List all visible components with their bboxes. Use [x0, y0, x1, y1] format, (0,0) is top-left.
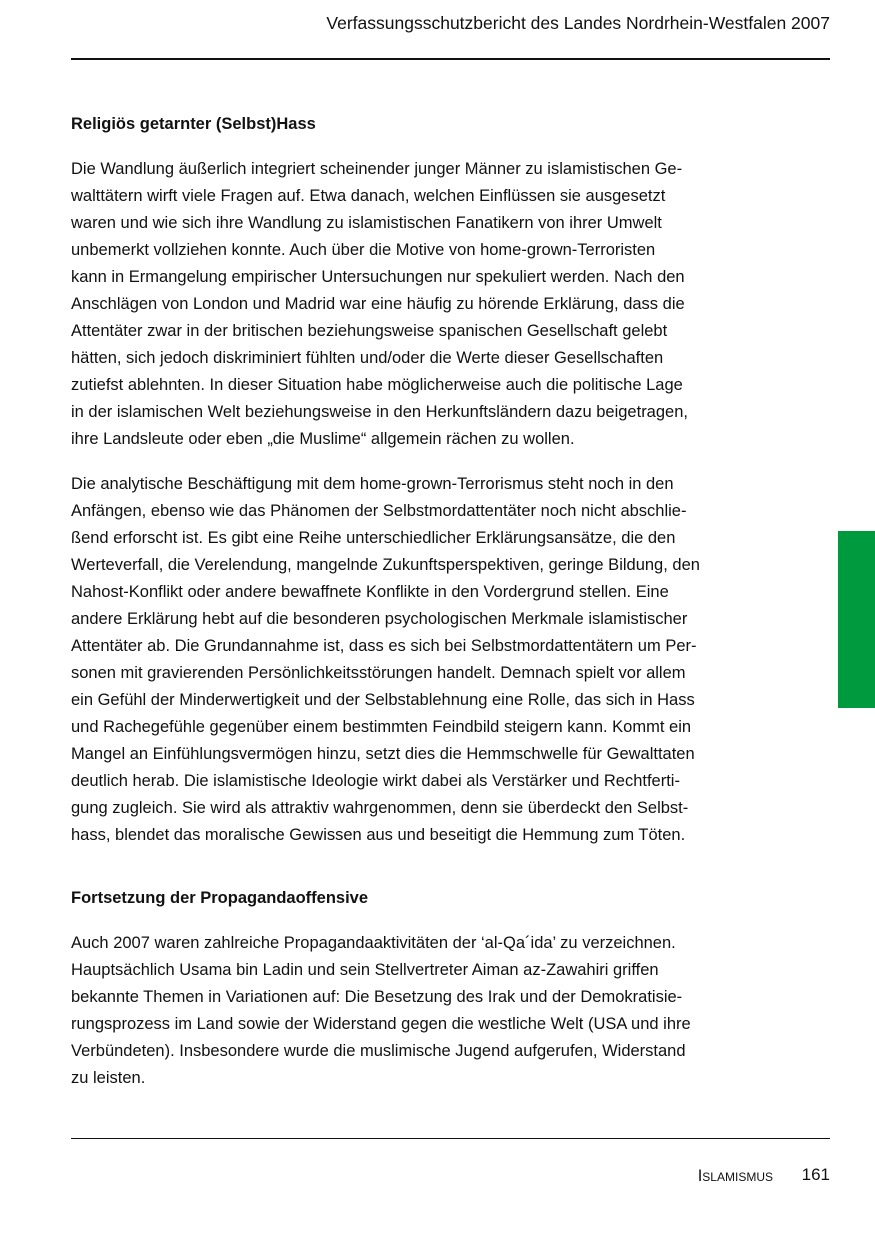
text-line: Hauptsächlich Usama bin Ladin und sein Stellvertreter Aiman az-Zawahiri griffen [71, 961, 659, 979]
text-line: sonen mit gravierenden Persönlichkeitsstörungen handelt. Demnach spielt vor allem [71, 664, 686, 682]
paragraph-1 [71, 156, 811, 453]
text-line: Attentäter zwar in der britischen beziehungsweise spanischen Gesellschaft gelebt [71, 322, 668, 340]
footer-section-label: Islamismus [697, 1167, 773, 1185]
paragraph-3 [71, 930, 811, 1092]
text-line: deutlich herab. Die islamistische Ideologie wirkt dabei als Verstärker und Rechtferti- [71, 772, 680, 790]
text-line: und Rachegefühle gegenüber einem bestimmten Feindbild steigern kann. Kommt ein [71, 718, 692, 736]
text-line: hass, blendet das moralische Gewissen aus und beseitigt die Hemmung zum Töten. [71, 826, 686, 844]
text-line: ßend erforscht ist. Es gibt eine Reihe unterschiedlicher Erklärungsansätze, die den [71, 529, 676, 547]
text-line: Die Wandlung äußerlich integriert scheinender junger Männer zu islamistischen Ge- [71, 160, 683, 178]
page-number: 161 [801, 1165, 830, 1184]
text-line: kann in Ermangelung empirischer Untersuchungen nur spekuliert werden. Nach den [71, 268, 685, 286]
text-line: Mangel an Einfühlungsvermögen hinzu, setzt dies die Hemmschwelle für Gewalttaten [71, 745, 695, 763]
running-header-title: Verfassungsschutzbericht des Landes Nordrhein-Westfalen 2007 [326, 13, 830, 33]
footer-divider [71, 1138, 830, 1139]
text-line: Die analytische Beschäftigung mit dem home-grown-Terrorismus steht noch in den [71, 475, 674, 493]
text-line: zu leisten. [71, 1069, 146, 1087]
text-line: Verbündeten). Insbesondere wurde die muslimische Jugend aufgerufen, Widerstand [71, 1042, 686, 1060]
text-line: ihre Landsleute oder eben „die Muslime“ allgemein rächen zu wollen. [71, 430, 575, 448]
text-line: walttätern wirft viele Fragen auf. Etwa danach, welchen Einflüssen sie ausgesetzt [71, 187, 666, 205]
text-line: in der islamischen Welt beziehungsweise in den Herkunftsländern dazu beigetragen, [71, 403, 688, 421]
text-line: Auch 2007 waren zahlreiche Propagandaaktivitäten der ‘al-Qa´ida’ zu verzeichnen. [71, 934, 676, 952]
text-line: Anschlägen von London und Madrid war eine häufig zu hörende Erklärung, dass die [71, 295, 685, 313]
text-line: rungsprozess im Land sowie der Widerstand gegen die westliche Welt (USA und ihre [71, 1015, 691, 1033]
text-line: hätten, sich jedoch diskriminiert fühlten und/oder die Werte dieser Gesellschaften [71, 349, 664, 367]
section-heading-propaganda-offensive: Fortsetzung der Propagandaoffensive [71, 889, 369, 907]
text-line: gung zugleich. Sie wird als attraktiv wahrgenommen, denn sie überdeckt den Selbst- [71, 799, 689, 817]
text-line: unbemerkt vollziehen konnte. Auch über die Motive von home-grown-Terroristen [71, 241, 656, 259]
text-line: bekannte Themen in Variationen auf: Die Besetzung des Irak und der Demokratisie- [71, 988, 683, 1006]
text-line: Attentäter ab. Die Grundannahme ist, dass es sich bei Selbstmordattentätern um Per- [71, 637, 697, 655]
text-line: Werteverfall, die Verelendung, mangelnde Zukunftsperspektiven, geringe Bildung, den [71, 556, 700, 574]
text-line: Anfängen, ebenso wie das Phänomen der Selbstmordattentäter noch nicht abschlie- [71, 502, 687, 520]
text-line: andere Erklärung hebt auf die besonderen psychologischen Merkmale islamistischer [71, 610, 688, 628]
text-line: Nahost-Konflikt oder andere bewaffnete Konflikte in den Vordergrund stellen. Eine [71, 583, 669, 601]
chapter-color-tab [838, 531, 875, 708]
section-heading-religious-hatred: Religiös getarnter (Selbst)Hass [71, 115, 316, 133]
text-line: ein Gefühl der Minderwertigkeit und der Selbstablehnung eine Rolle, das sich in Hass [71, 691, 695, 709]
text-line: waren und wie sich ihre Wandlung zu islamistischen Fanatikern von ihrer Umwelt [71, 214, 662, 232]
paragraph-2 [71, 471, 811, 849]
text-line: zutiefst ablehnten. In dieser Situation habe möglicherweise auch die politische Lage [71, 376, 683, 394]
header-divider [71, 58, 830, 60]
